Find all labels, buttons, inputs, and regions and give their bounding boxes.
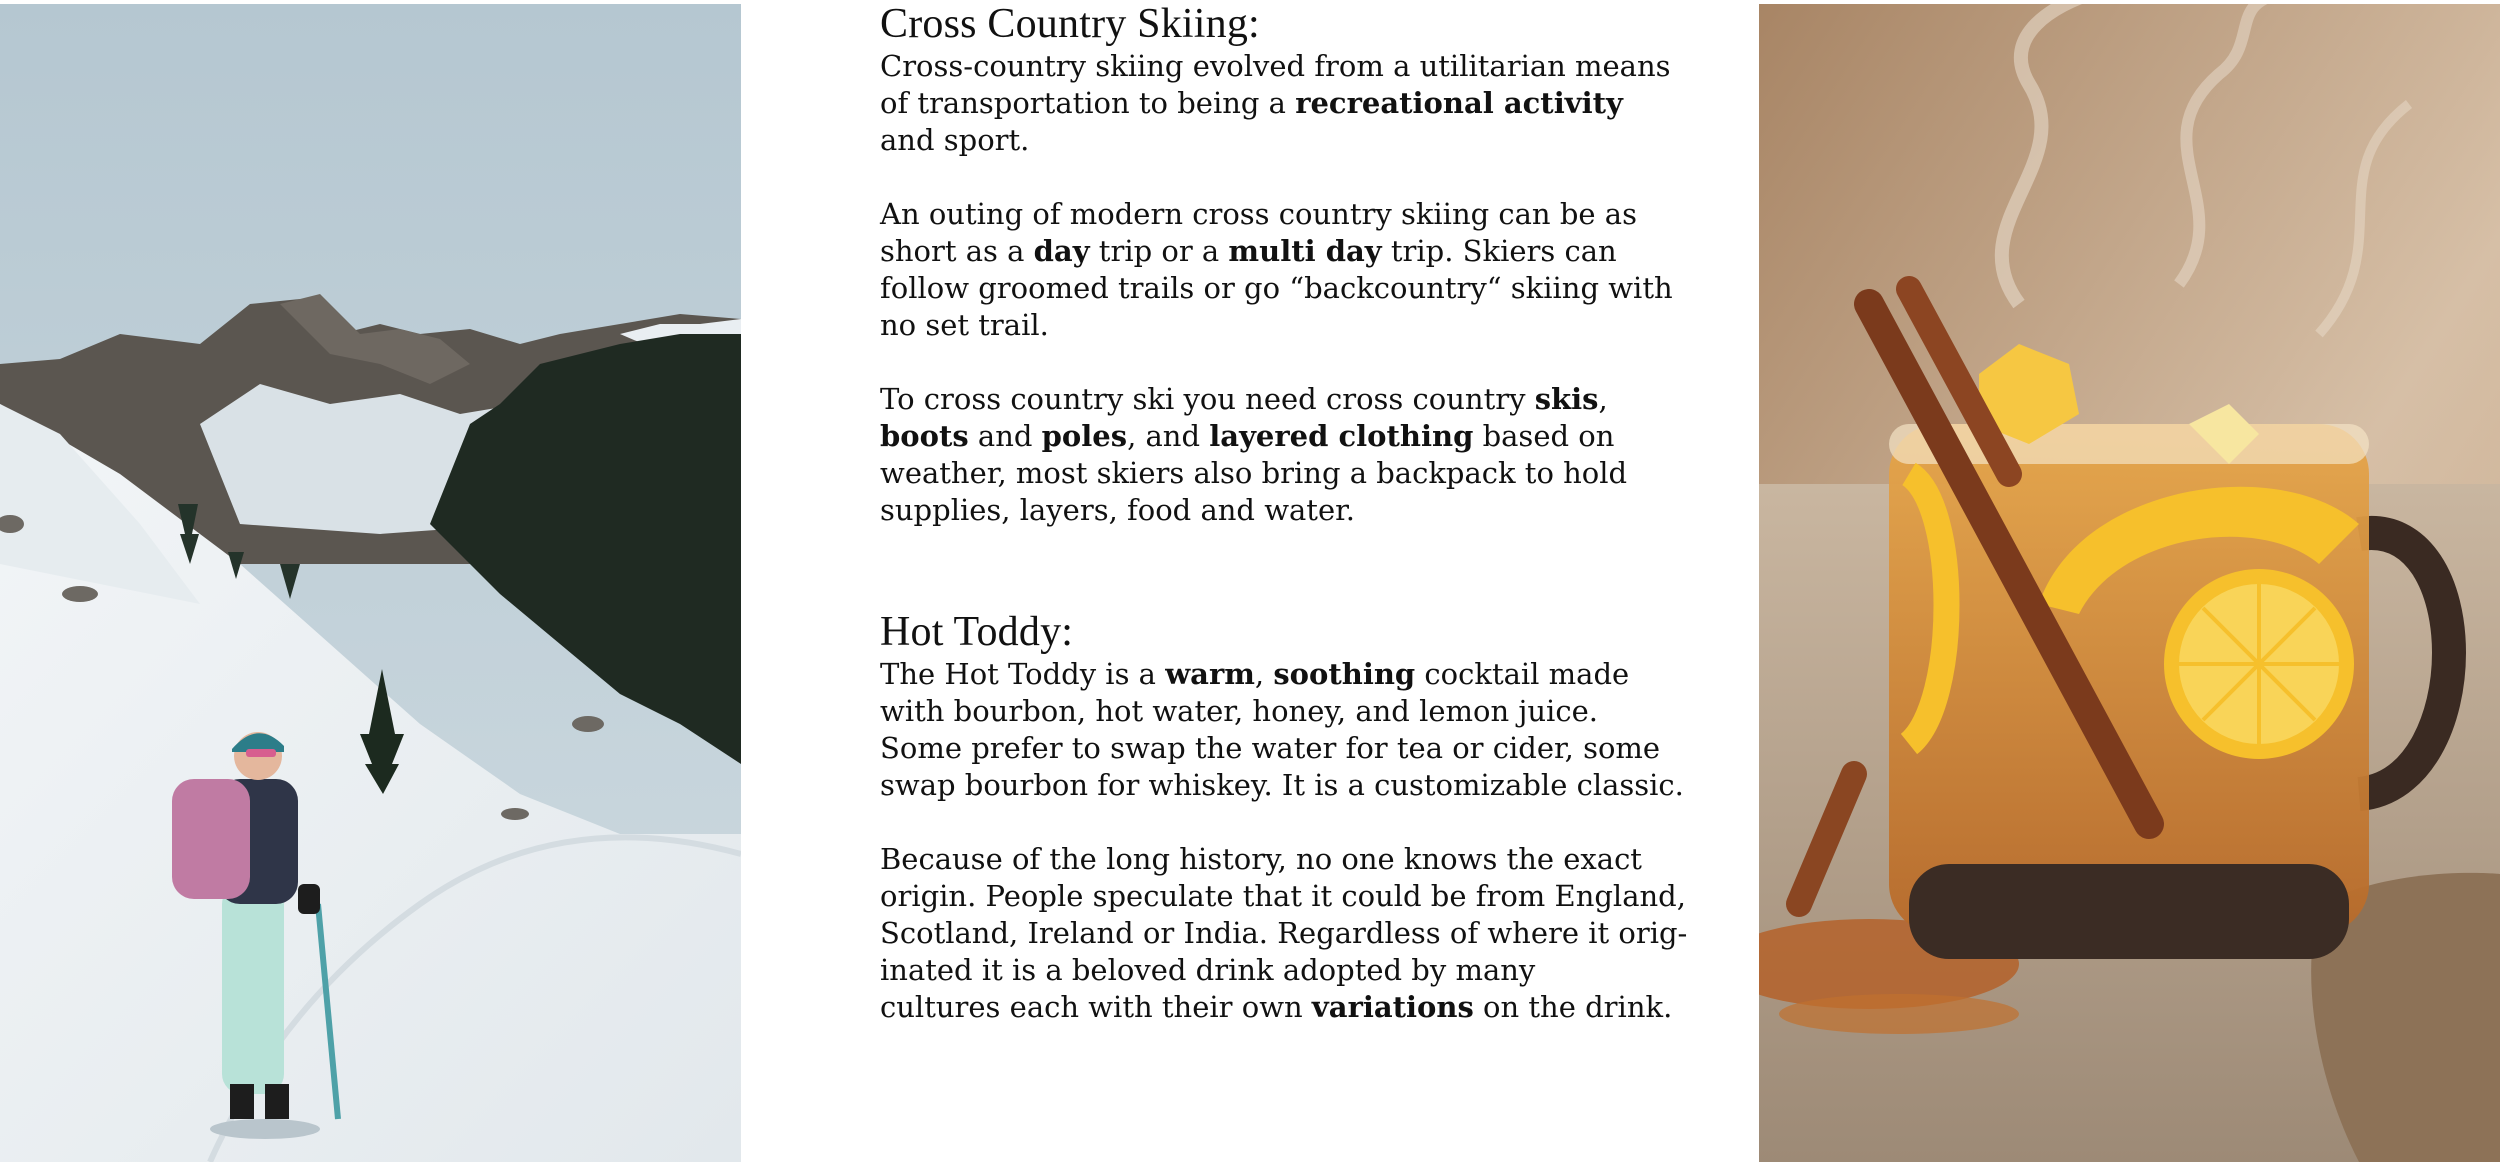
toddy-p2-line2: origin. People speculate that it could be from England, — [880, 879, 1686, 913]
ski-p2-line3: follow groomed trails or go “backcountry“ skiing with — [880, 271, 1673, 305]
ski-p3-bold-poles: poles — [1041, 419, 1128, 453]
article-column — [880, 0, 1688, 1026]
ski-p1-line2: of transportation to being a — [880, 86, 1296, 120]
paragraph-gap — [880, 159, 1660, 196]
ski-p1-line3: and sport. — [880, 123, 1030, 157]
toddy-section-title: Hot Toddy: — [880, 609, 1074, 655]
ski-p3-line2-and: and — [968, 419, 1042, 453]
toddy-p2-line3: Scotland, Ireland or India. Regardless of where it orig- — [880, 916, 1688, 950]
ski-paragraph-2 — [880, 196, 1673, 344]
hot-toddy-illustration — [1759, 4, 2500, 1162]
ski-p2-bold-multi-day: multi day — [1228, 234, 1382, 268]
toddy-p1-line1-start: The Hot Toddy is a — [880, 657, 1166, 691]
toddy-p2-line1: Because of the long history, no one knows the exact — [880, 842, 1642, 876]
ski-p1-line1: Cross-country skiing evolved from a utilitarian means — [880, 49, 1671, 83]
toddy-paragraph-2 — [880, 841, 1688, 1026]
ski-p3-bold-skis: skis — [1534, 382, 1599, 416]
toddy-p2-bold-variations: variations — [1311, 990, 1474, 1024]
ski-paragraph-3 — [880, 381, 1660, 529]
hot-toddy-photo — [1759, 4, 2500, 1162]
ski-p3-line4: supplies, layers, food and water. — [880, 493, 1356, 527]
section-gap-extra — [880, 571, 1660, 608]
ski-p3-line1-end: , — [1598, 382, 1608, 416]
ski-paragraph-1 — [880, 48, 1671, 159]
ski-p2-line2-end: trip. Skiers can — [1381, 234, 1617, 268]
toddy-p1-bold-warm: warm — [1165, 657, 1255, 691]
paragraph-gap — [880, 344, 1660, 381]
skier-photo-illustration — [0, 4, 741, 1162]
ski-p2-line2-start: short as a — [880, 234, 1034, 268]
toddy-p1-line1-comma: , — [1254, 657, 1274, 691]
toddy-p1-line1-end: cocktail made — [1415, 657, 1630, 691]
toddy-p2-line5-start: cultures each with their own — [880, 990, 1312, 1024]
paragraph-gap — [880, 804, 1660, 841]
toddy-p1-line4: swap bourbon for whiskey. It is a customizable classic. — [880, 768, 1684, 802]
section-gap — [880, 529, 1660, 571]
ski-p2-bold-day: day — [1033, 234, 1090, 268]
ski-p3-bold-boots: boots — [880, 419, 969, 453]
toddy-paragraph-1 — [880, 656, 1684, 804]
ski-p3-line2-comma: , and — [1127, 419, 1210, 453]
ski-p3-line3: weather, most skiers also bring a backpack to hold — [880, 456, 1628, 490]
ski-p1-bold-recreational: recreational activity — [1295, 86, 1623, 120]
ski-p2-line2-mid: trip or a — [1089, 234, 1229, 268]
ski-section-title: Cross Country Skiing: — [880, 1, 1260, 47]
ski-p3-line2-end: based on — [1473, 419, 1615, 453]
skier-photo — [0, 4, 741, 1162]
ski-p2-line1: An outing of modern cross country skiing can be as — [880, 197, 1637, 231]
ski-p3-bold-layered-clothing: layered clothing — [1209, 419, 1474, 453]
toddy-p1-line3: Some prefer to swap the water for tea or cider, some — [880, 731, 1661, 765]
toddy-p2-line4: inated it is a beloved drink adopted by many — [880, 953, 1536, 987]
ski-p2-line4: no set trail. — [880, 308, 1049, 342]
ski-p3-line1-start: To cross country ski you need cross country — [880, 382, 1535, 416]
toddy-p1-bold-soothing: soothing — [1273, 657, 1416, 691]
toddy-p2-line5-end: on the drink. — [1473, 990, 1673, 1024]
toddy-p1-line2: with bourbon, hot water, honey, and lemon juice. — [880, 694, 1598, 728]
